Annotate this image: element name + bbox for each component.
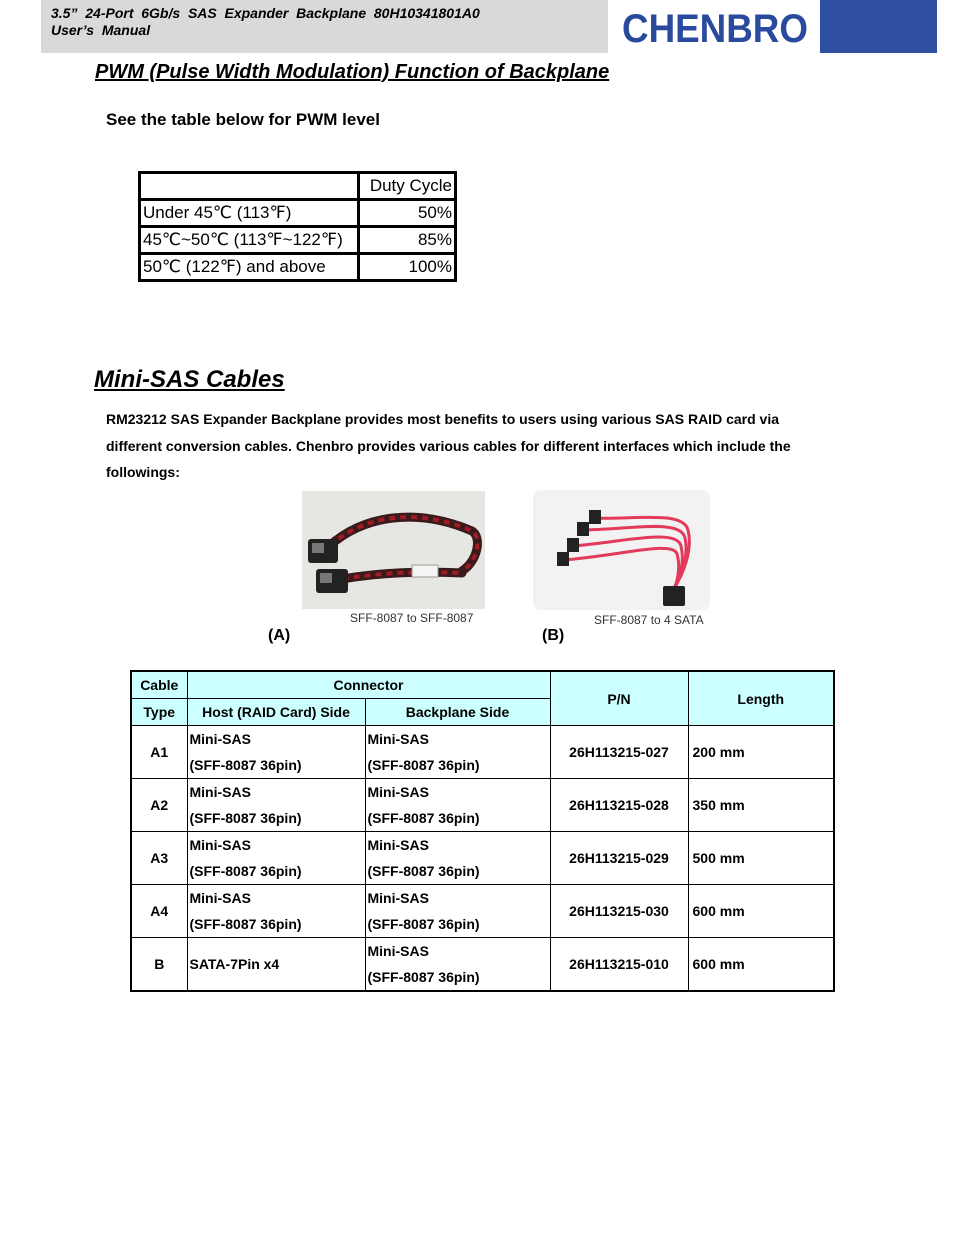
brand-block <box>820 0 937 53</box>
cable-type: B <box>131 938 187 992</box>
cable-b-photo <box>533 490 710 610</box>
cables-section-title: Mini-SAS Cables <box>94 366 285 393</box>
header-subtitle: User’s Manual <box>51 22 151 38</box>
pwm-table <box>138 171 457 282</box>
backplane-side <box>365 885 550 938</box>
table-row <box>131 779 834 832</box>
backplane-connector-spec: (SFF-8087 36pin) <box>367 757 480 773</box>
cable-b-caption: SFF-8087 to 4 SATA <box>594 613 704 627</box>
pwm-duty: 50% <box>359 200 456 227</box>
pwm-duty-header: Duty Cycle <box>359 173 456 200</box>
backplane-connector: Mini-SAS <box>367 890 429 906</box>
pwm-duty: 85% <box>359 227 456 254</box>
host-side <box>187 779 365 832</box>
host-side <box>187 832 365 885</box>
pwm-header-empty <box>140 173 359 200</box>
backplane-connector: Mini-SAS <box>367 943 429 959</box>
host-connector: Mini-SAS <box>189 837 251 853</box>
cable-length: 350 mm <box>688 779 834 832</box>
header-backplane-side: Backplane Side <box>365 699 550 726</box>
cable-table-header-row <box>131 671 834 699</box>
cable-type: A2 <box>131 779 187 832</box>
host-connector-spec: (SFF-8087 36pin) <box>189 810 302 826</box>
pwm-section-title: PWM (Pulse Width Modulation) Function of Backplane <box>95 61 610 83</box>
header-length: Length <box>688 671 834 726</box>
pwm-row <box>140 227 456 254</box>
cable-length: 600 mm <box>688 938 834 992</box>
cable-b-label: (B) <box>542 627 565 644</box>
pwm-header-row <box>140 173 456 200</box>
backplane-connector-spec: (SFF-8087 36pin) <box>367 916 480 932</box>
header-cable: Cable <box>131 671 187 699</box>
header-title: 3.5” 24-Port 6Gb/s SAS Expander Backplane 80H10341801A0 <box>51 5 480 21</box>
pwm-duty: 100% <box>359 254 456 281</box>
host-connector-spec: (SFF-8087 36pin) <box>189 757 302 773</box>
host-connector: Mini-SAS <box>189 731 251 747</box>
host-side <box>187 726 365 779</box>
header-host-side: Host (RAID Card) Side <box>187 699 365 726</box>
header-connector: Connector <box>187 671 550 699</box>
chenbro-logo <box>620 4 810 48</box>
header-type: Type <box>131 699 187 726</box>
pwm-range: Under 45℃ (113℉) <box>140 200 359 227</box>
host-side: SATA-7Pin x4 <box>187 938 365 992</box>
table-row <box>131 726 834 779</box>
part-number: 26H113215-027 <box>550 726 688 779</box>
part-number: 26H113215-028 <box>550 779 688 832</box>
backplane-connector: Mini-SAS <box>367 837 429 853</box>
part-number: 26H113215-029 <box>550 832 688 885</box>
cable-type: A4 <box>131 885 187 938</box>
cable-type: A3 <box>131 832 187 885</box>
pwm-range: 45℃~50℃ (113℉~122℉) <box>140 227 359 254</box>
backplane-connector-spec: (SFF-8087 36pin) <box>367 863 480 879</box>
backplane-side <box>365 832 550 885</box>
host-connector-spec: (SFF-8087 36pin) <box>189 916 302 932</box>
table-row <box>131 938 834 992</box>
pwm-range: 50℃ (122℉) and above <box>140 254 359 281</box>
svg-text:CHENBRO: CHENBRO <box>622 7 808 48</box>
host-connector: Mini-SAS <box>189 890 251 906</box>
cable-a-caption: SFF-8087 to SFF-8087 <box>350 611 474 625</box>
cable-table <box>130 670 835 992</box>
backplane-side <box>365 938 550 992</box>
cables-paragraph-line: RM23212 SAS Expander Backplane provides most benefits to users using various SAS RAID card via <box>106 411 779 427</box>
cable-a-label: (A) <box>268 627 291 644</box>
cable-length: 500 mm <box>688 832 834 885</box>
pwm-row <box>140 200 456 227</box>
cables-paragraph-line: different conversion cables. Chenbro provides various cables for different interfaces which include the <box>106 438 791 454</box>
pwm-intro: See the table below for PWM level <box>106 110 380 129</box>
cables-paragraph-line: followings: <box>106 464 180 480</box>
backplane-side <box>365 726 550 779</box>
cable-length: 200 mm <box>688 726 834 779</box>
table-row <box>131 885 834 938</box>
backplane-side <box>365 779 550 832</box>
header-bar <box>41 0 608 53</box>
pwm-row <box>140 254 456 281</box>
host-connector-spec: (SFF-8087 36pin) <box>189 863 302 879</box>
table-row <box>131 832 834 885</box>
host-connector: Mini-SAS <box>189 784 251 800</box>
backplane-connector-spec: (SFF-8087 36pin) <box>367 810 480 826</box>
part-number: 26H113215-030 <box>550 885 688 938</box>
part-number: 26H113215-010 <box>550 938 688 992</box>
host-side <box>187 885 365 938</box>
cable-length: 600 mm <box>688 885 834 938</box>
cable-type: A1 <box>131 726 187 779</box>
backplane-connector: Mini-SAS <box>367 784 429 800</box>
backplane-connector: Mini-SAS <box>367 731 429 747</box>
backplane-connector-spec: (SFF-8087 36pin) <box>367 969 480 985</box>
cable-a-photo <box>302 491 485 609</box>
header-pn: P/N <box>550 671 688 726</box>
